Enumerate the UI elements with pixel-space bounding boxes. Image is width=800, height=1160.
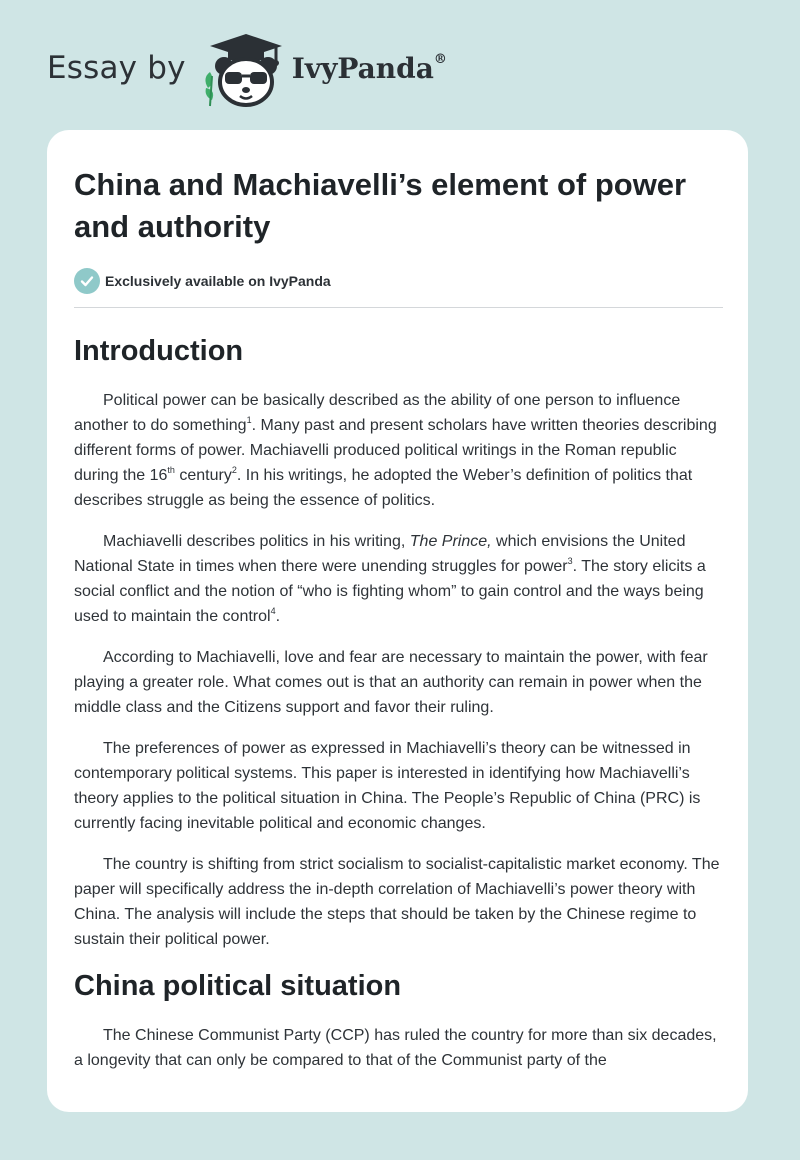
divider bbox=[74, 307, 723, 308]
site-header bbox=[47, 30, 447, 110]
exclusive-badge bbox=[74, 268, 723, 294]
exclusive-label: Exclusively available on IvyPanda bbox=[105, 273, 331, 289]
brand-name[interactable] bbox=[292, 52, 447, 85]
section-heading-introduction: Introduction bbox=[74, 335, 244, 367]
brand-label: IvyPanda bbox=[291, 51, 434, 85]
essay-title: China and Machiavelli’s element of power and authority bbox=[74, 167, 687, 244]
paragraph: Machiavelli describes politics in his writing, The Prince, which envisions the United National State in times when there were unending struggles for power$^3$. The story elicits a social conflict and the notion of “who is fighting whom” to gain control and the ways being used to maintain the control$^4$. bbox=[74, 533, 706, 625]
check-icon bbox=[74, 268, 100, 294]
paragraph: Political power can be basically described as the ability of one person to influence another to do something$^1$. Many past and present scholars have written theories describing different forms of power. Machiavelli produced political writings in the Roman republic during the 16th century$^2$. In his writings, he adopted the Weber’s definition of politics that describes struggle as being the essence of politics. bbox=[74, 392, 717, 509]
essay-by-label: Essay by bbox=[47, 50, 186, 86]
paragraph: The country is shifting from strict socialism to socialist-capitalistic market economy. The paper will specifically address the in-depth correlation of Machiavelli’s power theory with China. The analysis will include the steps that should be taken by the Chinese regime to sustain their political power. bbox=[74, 856, 720, 948]
footnote-ref[interactable]: 2 bbox=[231, 464, 237, 475]
footnote-ref[interactable]: 3 bbox=[567, 555, 573, 566]
paragraph: The Chinese Communist Party (CCP) has ruled the country for more than six decades, a longevity that can only be compared to that of the Communist party of the bbox=[74, 1027, 717, 1069]
panda-graduate-icon[interactable] bbox=[200, 30, 290, 110]
footnote-ref[interactable]: 1 bbox=[246, 414, 252, 425]
footnote-ref[interactable]: 4 bbox=[270, 605, 276, 616]
essay-card bbox=[47, 130, 748, 1112]
essay-content bbox=[74, 130, 723, 1089]
paragraph: According to Machiavelli, love and fear are necessary to maintain the power, with fear playing a greater role. What comes out is that an authority can remain in power when the middle class and the Citizens support and favor their ruling. bbox=[74, 649, 708, 716]
section-heading-china-political-situation: China political situation bbox=[74, 970, 402, 1002]
paragraph: The preferences of power as expressed in Machiavelli’s theory can be witnessed in contemporary political systems. This paper is interested in identifying how Machiavelli’s theory applies to the political situation in China. The People’s Republic of China (PRC) is currently facing inevitable political and economic changes. bbox=[74, 740, 701, 832]
registered-mark: ® bbox=[433, 52, 447, 68]
book-title: The Prince, bbox=[409, 533, 492, 550]
